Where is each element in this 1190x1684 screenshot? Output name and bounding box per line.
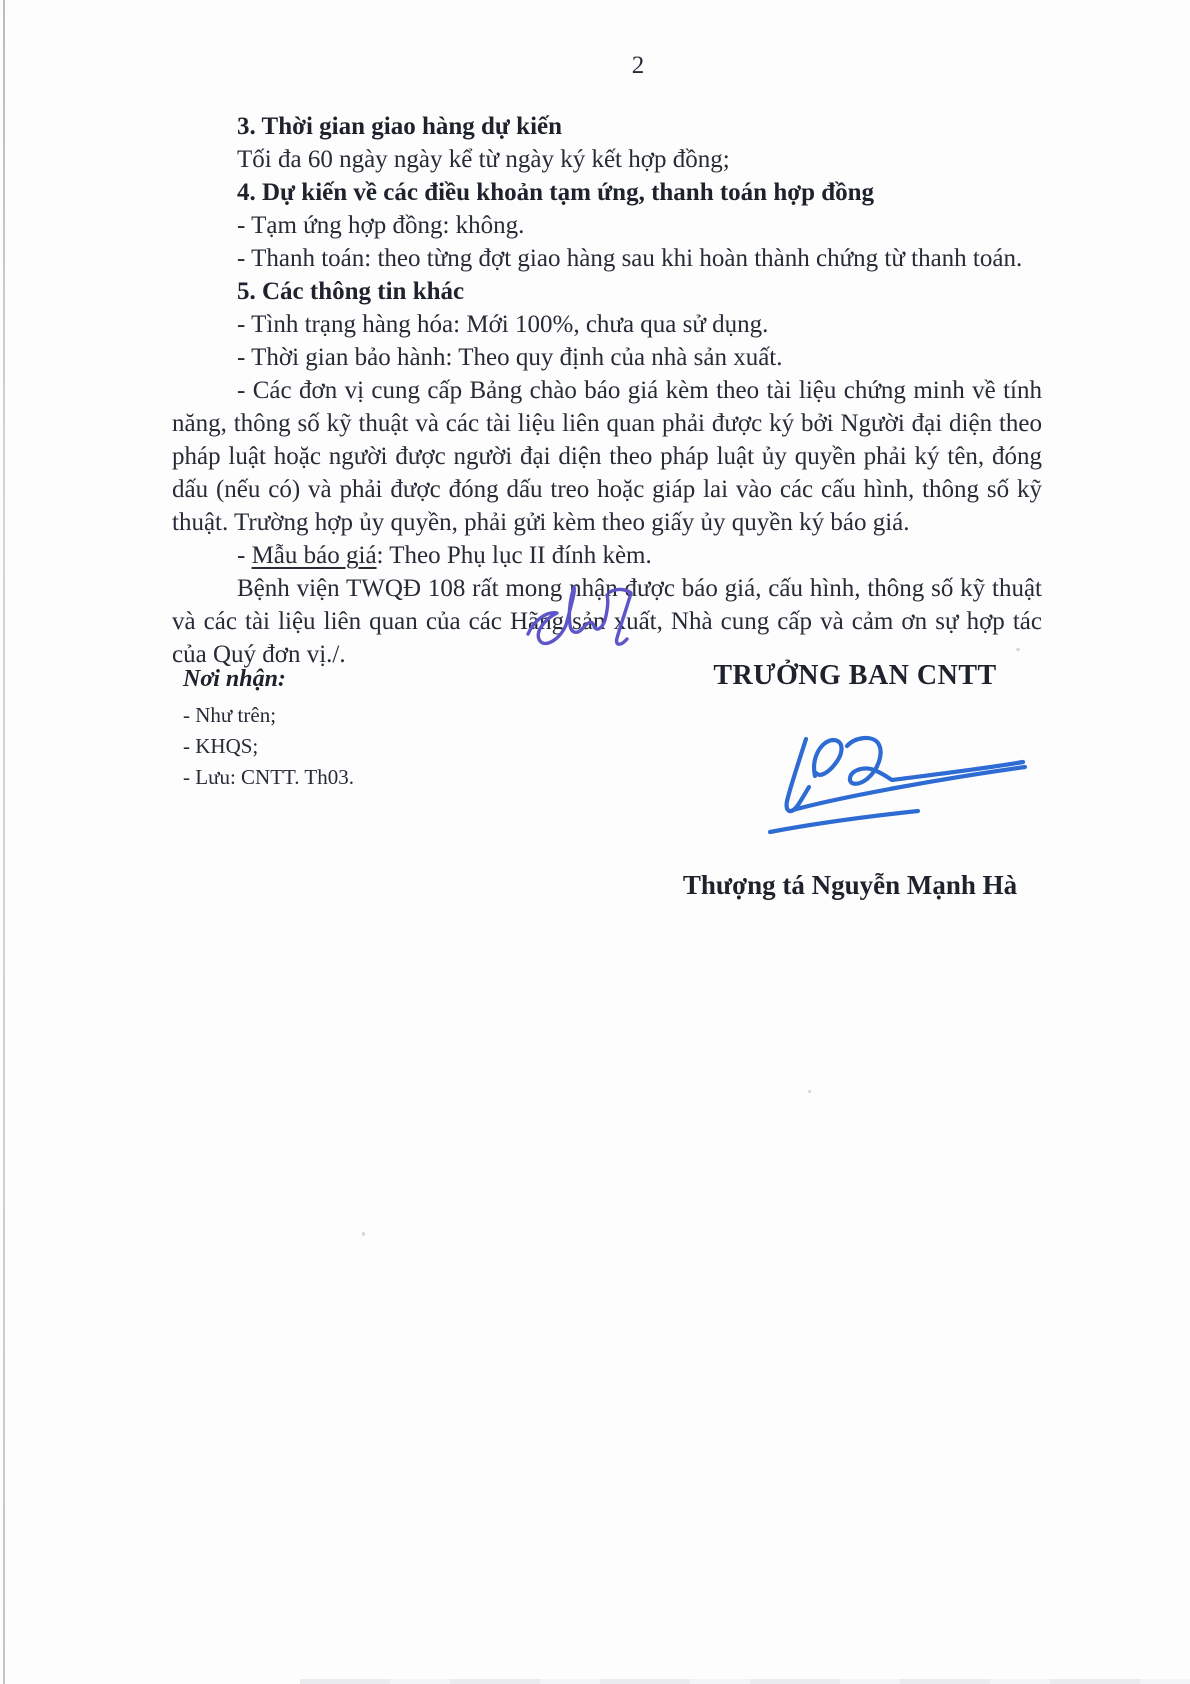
signer-title: TRƯỞNG BAN CNTT [713, 660, 997, 691]
quote-form-line [172, 539, 1042, 572]
recipient-item: - Lưu: CNTT. Th03. [183, 765, 355, 789]
goods-condition-line: - Tình trạng hàng hóa: Mới 100%, chưa qua sử dụng. [237, 311, 769, 338]
advance-payment-line: - Tạm ứng hợp đồng: không. [237, 212, 525, 239]
section-3-heading: 3. Thời gian giao hàng dự kiến [237, 113, 563, 140]
scan-speck [808, 1090, 811, 1093]
bottom-scan-band [300, 1679, 1190, 1684]
recipient-item: - KHQS; [183, 734, 259, 758]
closing-paragraph: Bệnh viện TWQĐ 108 rất mong nhận được báo giá, cấu hình, thông số kỹ thuật và các tài liệu liên quan của các Hãng sản xuất, Nhà cung cấp và cảm ơn sự hợp tác của Quý đơn vị./. [172, 575, 1042, 668]
scan-speck [362, 1232, 365, 1236]
section-4-heading: 4. Dự kiến về các điều khoản tạm ứng, thanh toán hợp đồng [237, 179, 875, 206]
signer-name: Thượng tá Nguyễn Mạnh Hà [682, 870, 1018, 900]
quote-form-rest: : Theo Phụ lục II đính kèm. [376, 542, 652, 569]
quote-form-underlined: Mẫu báo giá [251, 542, 377, 569]
left-edge-scan-line [3, 0, 5, 1684]
page-number: 2 [631, 52, 645, 79]
warranty-line: - Thời gian bảo hành: Theo quy định của nhà sản xuất. [237, 344, 783, 371]
handwritten-initials [518, 580, 638, 656]
signature [690, 733, 1040, 838]
section-5-heading: 5. Các thông tin khác [237, 278, 465, 305]
recipient-item: - Như trên; [183, 703, 277, 727]
quote-form-prefix: - [237, 542, 252, 569]
recipients-label: Nơi nhận: [183, 666, 286, 692]
section-3-body: Tối đa 60 ngày ngày kể từ ngày ký kết hợp đồng; [237, 146, 730, 173]
recipients-block [183, 666, 354, 793]
legal-paragraph: - Các đơn vị cung cấp Bảng chào báo giá kèm theo tài liệu chứng minh về tính năng, thông số kỹ thuật và các tài liệu liên quan phải được ký bởi Người đại diện theo pháp luật hoặc người được người đại diện theo pháp luật ủy quyền phải ký tên, đóng dấu (nếu có) và phải được đóng dấu treo hoặc giáp lai vào các cấu hình, thông số kỹ thuật. Trường hợp ủy quyền, phải gửi kèm theo giấy ủy quyền ký báo giá. [172, 377, 1042, 536]
payment-terms-line: - Thanh toán: theo từng đợt giao hàng sau khi hoàn thành chứng từ thanh toán. [237, 245, 1023, 272]
